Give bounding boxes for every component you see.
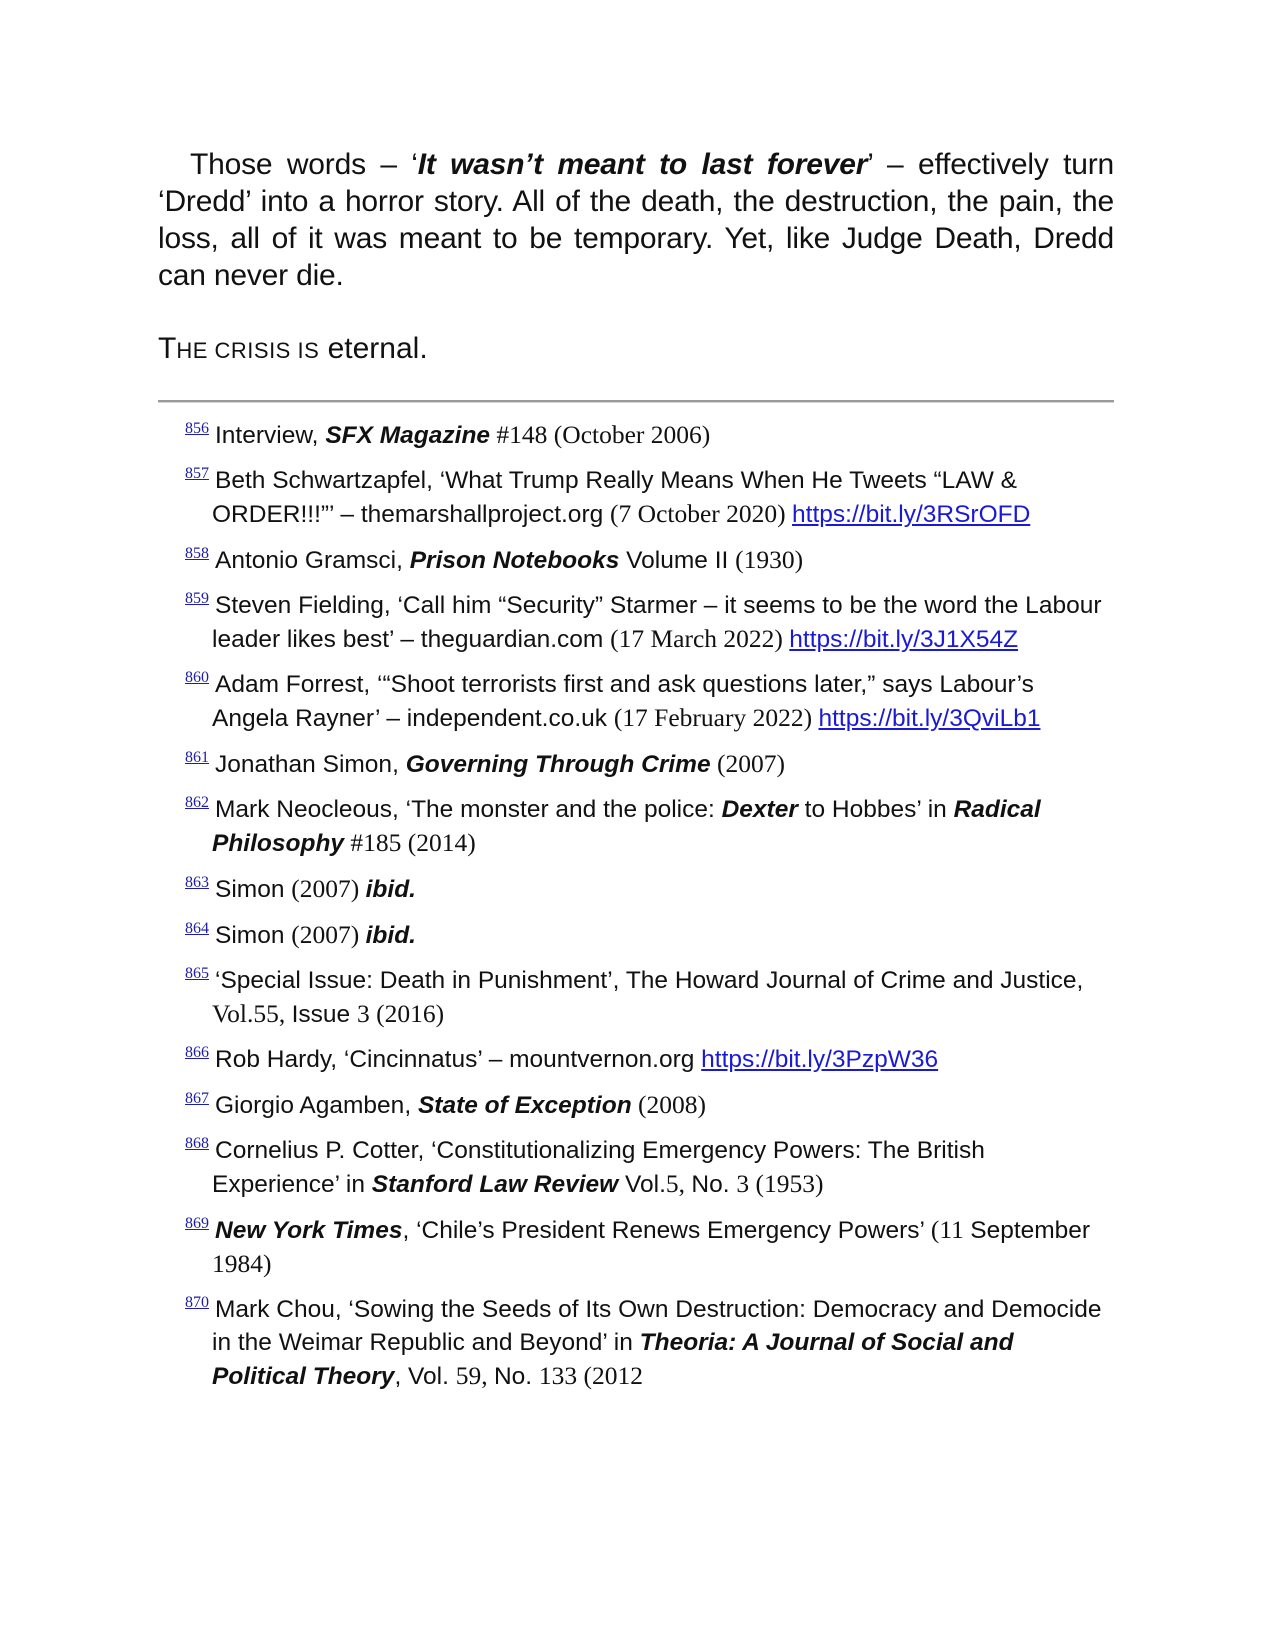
citation-text: Jonathan Simon, — [215, 751, 406, 778]
citation-text: No. — [493, 1363, 539, 1390]
citation-text: , Vol. — [394, 1363, 456, 1390]
footnote-number-link[interactable]: 862 — [185, 794, 209, 811]
citation-text: Rob Hardy, ‘Cincinnatus’ – mountvernon.org — [215, 1046, 702, 1073]
citation-text: (2007) — [291, 874, 366, 903]
citation-text: (17 February 2022) — [613, 703, 819, 732]
footnotes-list — [185, 418, 1105, 1405]
citation-text: Mark Chou, ‘Sowing the Seeds of Its Own Destruction: Democracy and Democide in the Weimar Republic and Beyond’ in — [212, 1296, 1102, 1356]
footnote-866 — [185, 1043, 1105, 1076]
footnote-number-link[interactable]: 866 — [185, 1044, 209, 1061]
footnote-865 — [185, 964, 1105, 1031]
citation-text: (17 March 2022) — [610, 624, 790, 653]
citation-text: (11 — [930, 1215, 971, 1244]
small-caps-text: HE CRISIS IS — [176, 338, 320, 363]
footnote-number-link[interactable]: 861 — [185, 749, 209, 766]
citation-text: 133 (2012 — [538, 1361, 644, 1390]
footnote-860 — [185, 668, 1105, 735]
citation-link[interactable]: https://bit.ly/3QviLb1 — [818, 705, 1041, 732]
body-text — [158, 146, 1114, 294]
citation-text: Vol. — [618, 1171, 666, 1198]
citation-link[interactable]: https://bit.ly/3RSrOFD — [792, 501, 1031, 528]
paragraph-rest: ’ – effectively turn ‘Dredd’ into a horror story. All of the death, the destruction, the pain, the loss, all of it was meant to be temporary. Yet, like Judge Death, Dredd can never die. — [158, 148, 1114, 292]
citation-text: Mark Neocleous, ‘The monster and the police: — [215, 796, 722, 823]
citation-title: ibid. — [365, 876, 416, 903]
citation-text: , ‘Chile’s President Renews Emergency Powers’ — [402, 1217, 931, 1244]
citation-text: 3 (2016) — [356, 999, 445, 1028]
citation-title: New York Times — [215, 1217, 403, 1244]
footnote-869 — [185, 1213, 1105, 1281]
footnote-867 — [185, 1088, 1105, 1122]
citation-text: #185 (2014) — [344, 828, 476, 857]
footnote-868 — [185, 1134, 1105, 1201]
citation-text: (1930) — [735, 545, 804, 574]
citation-text: (2007) — [291, 920, 366, 949]
citation-text: (7 October 2020) — [610, 499, 793, 528]
citation-text: Steven Fielding, ‘Call him “Security” Starmer – it seems to be the word the Labour leader likes best’ – theguardian.com — [212, 592, 1102, 653]
citation-title: SFX Magazine — [325, 422, 491, 449]
citation-text: No. — [691, 1171, 737, 1198]
citation-title: State of Exception — [417, 1092, 632, 1119]
citation-text: 59, — [455, 1361, 494, 1390]
citation-text: to Hobbes’ in — [797, 796, 954, 823]
footnote-number-link[interactable]: 869 — [185, 1215, 209, 1232]
closing-rest: eternal. — [319, 332, 428, 365]
citation-title: Governing Through Crime — [405, 751, 711, 778]
footnote-number-link[interactable]: 856 — [185, 420, 209, 437]
footnote-870 — [185, 1293, 1105, 1393]
footnote-number-link[interactable]: 858 — [185, 545, 209, 562]
citation-text: Simon — [215, 876, 292, 903]
footnote-separator — [158, 400, 1114, 403]
paragraph-lead: Those words – ‘ — [190, 148, 418, 181]
citation-title: ibid. — [365, 922, 416, 949]
citation-text: Interview, — [215, 422, 326, 449]
footnote-864 — [185, 918, 1105, 952]
footnote-858 — [185, 543, 1105, 577]
closing-line — [158, 330, 428, 369]
citation-text: #148 (October 2006) — [490, 420, 711, 449]
small-caps-initial: T — [158, 332, 177, 365]
citation-title: Dexter — [721, 796, 798, 823]
citation-text: Cornelius P. Cotter, ‘Constitutionalizing Emergency Powers: The British Experience’ in — [212, 1137, 985, 1198]
citation-text: Volume II — [619, 547, 736, 574]
citation-text: (2007) — [710, 749, 785, 778]
citation-title: Theoria: A Journal of Social and Political Theory — [212, 1329, 1014, 1390]
footnote-number-link[interactable]: 865 — [185, 965, 209, 982]
footnote-number-link[interactable]: 860 — [185, 669, 209, 686]
footnote-number-link[interactable]: 868 — [185, 1135, 209, 1152]
footnote-859 — [185, 589, 1105, 656]
footnote-857 — [185, 464, 1105, 531]
citation-title: Stanford Law Review — [371, 1171, 619, 1198]
citation-link[interactable]: https://bit.ly/3J1X54Z — [789, 626, 1019, 653]
citation-text: Antonio Gramsci, — [215, 547, 410, 574]
citation-text: Beth Schwartzapfel, ‘What Trump Really Means When He Tweets “LAW & ORDER!!!”’ – themarshallproject.org — [212, 467, 1018, 528]
footnote-number-link[interactable]: 870 — [185, 1294, 209, 1311]
footnote-number-link[interactable]: 863 — [185, 874, 209, 891]
footnote-861 — [185, 747, 1105, 781]
citation-text: Giorgio Agamben, — [215, 1092, 418, 1119]
footnote-number-link[interactable]: 864 — [185, 920, 209, 937]
quote-emphasis: It wasn’t meant to last forever — [417, 148, 868, 181]
citation-text: (2008) — [631, 1090, 707, 1119]
citation-text: Vol.55, — [212, 999, 292, 1028]
paragraph-dredd-horror — [158, 146, 1114, 294]
citation-text: September — [970, 1217, 1091, 1244]
footnote-number-link[interactable]: 867 — [185, 1090, 209, 1107]
footnote-number-link[interactable]: 857 — [185, 465, 209, 482]
citation-link[interactable]: https://bit.ly/3PzpW36 — [701, 1046, 939, 1073]
citation-title: Prison Notebooks — [409, 547, 620, 574]
citation-text: 3 (1953) — [736, 1169, 824, 1198]
citation-text: ‘Special Issue: Death in Punishment’, The Howard Journal of Crime and Justice, — [215, 967, 1084, 994]
citation-text: Simon — [215, 922, 292, 949]
citation-title: Radical Philosophy — [212, 796, 1041, 857]
citation-text: 1984) — [212, 1249, 272, 1278]
footnote-856 — [185, 418, 1105, 452]
citation-text: Adam Forrest, ‘“Shoot terrorists first and ask questions later,” says Labour’s Angela Rayner’ – independent.co.uk — [212, 671, 1034, 732]
citation-text: 5, — [665, 1169, 692, 1198]
citation-text: Issue — [291, 1001, 357, 1028]
footnote-863 — [185, 872, 1105, 906]
footnote-862 — [185, 793, 1105, 860]
footnote-number-link[interactable]: 859 — [185, 590, 209, 607]
